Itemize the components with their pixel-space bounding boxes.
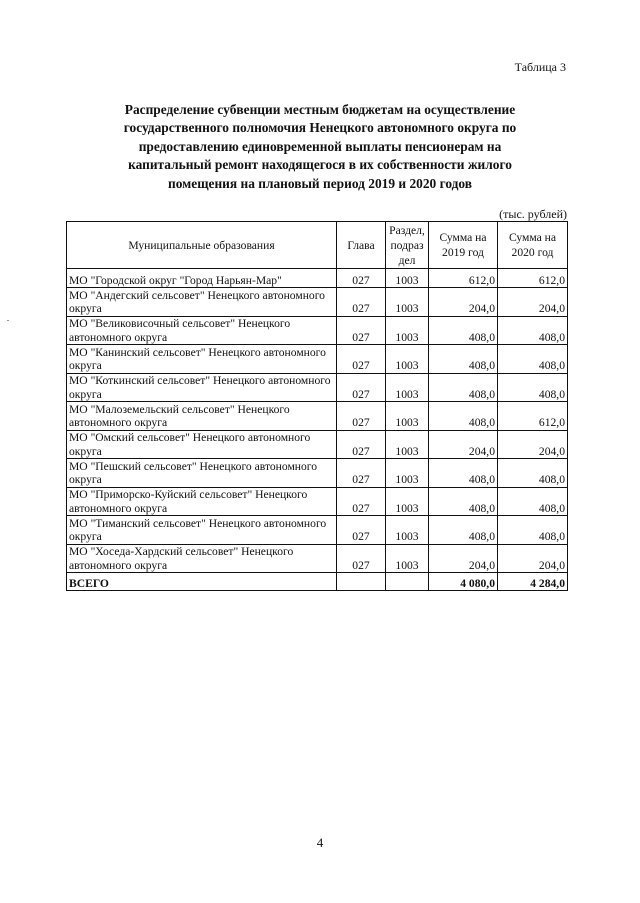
cell-sum-2019: 408,0 <box>429 373 498 402</box>
header-chapter: Глава <box>337 222 386 269</box>
header-sum-2019: Сумма на 2019 год <box>429 222 498 269</box>
table-row <box>67 316 568 345</box>
total-row <box>67 573 568 591</box>
scan-artifact <box>7 320 9 321</box>
total-section-empty <box>386 573 429 591</box>
table-row <box>67 459 568 488</box>
table-row <box>67 288 568 317</box>
table-row <box>67 430 568 459</box>
cell-municipality: МО "Великовисочный сельсовет" Ненецкого автономного округа <box>67 316 337 345</box>
cell-sum-2019: 408,0 <box>429 516 498 545</box>
cell-section: 1003 <box>386 459 429 488</box>
cell-sum-2020: 408,0 <box>498 345 568 374</box>
cell-sum-2020: 408,0 <box>498 373 568 402</box>
total-sum-2020: 4 284,0 <box>498 573 568 591</box>
cell-sum-2019: 204,0 <box>429 288 498 317</box>
total-sum-2019: 4 080,0 <box>429 573 498 591</box>
cell-sum-2019: 612,0 <box>429 269 498 288</box>
cell-sum-2019: 408,0 <box>429 345 498 374</box>
cell-section: 1003 <box>386 373 429 402</box>
cell-chapter: 027 <box>337 544 386 573</box>
table-header-row <box>67 222 568 269</box>
table-row <box>67 402 568 431</box>
cell-municipality: МО "Коткинский сельсовет" Ненецкого автономного округа <box>67 373 337 402</box>
cell-section: 1003 <box>386 269 429 288</box>
cell-sum-2020: 204,0 <box>498 430 568 459</box>
cell-section: 1003 <box>386 430 429 459</box>
cell-chapter: 027 <box>337 516 386 545</box>
cell-sum-2019: 408,0 <box>429 459 498 488</box>
cell-municipality: МО "Городской округ "Город Нарьян-Мар" <box>67 269 337 288</box>
cell-sum-2019: 204,0 <box>429 544 498 573</box>
cell-sum-2020: 408,0 <box>498 487 568 516</box>
cell-municipality: МО "Малоземельский сельсовет" Ненецкого автономного округа <box>67 402 337 431</box>
cell-chapter: 027 <box>337 487 386 516</box>
header-municipality: Муниципальные образования <box>67 222 337 269</box>
cell-chapter: 027 <box>337 459 386 488</box>
cell-chapter: 027 <box>337 373 386 402</box>
cell-municipality: МО "Тиманский сельсовет" Ненецкого автономного округа <box>67 516 337 545</box>
table-row <box>67 269 568 288</box>
cell-municipality: МО "Хоседа-Хардский сельсовет" Ненецкого автономного округа <box>67 544 337 573</box>
table-row <box>67 487 568 516</box>
cell-section: 1003 <box>386 487 429 516</box>
cell-sum-2019: 204,0 <box>429 430 498 459</box>
cell-sum-2020: 408,0 <box>498 459 568 488</box>
units-note: (тыс. рублей) <box>499 207 567 221</box>
subvention-table <box>66 221 568 591</box>
cell-section: 1003 <box>386 402 429 431</box>
header-sum-2020: Сумма на 2020 год <box>498 222 568 269</box>
cell-sum-2020: 408,0 <box>498 316 568 345</box>
cell-chapter: 027 <box>337 402 386 431</box>
cell-chapter: 027 <box>337 345 386 374</box>
cell-section: 1003 <box>386 316 429 345</box>
cell-sum-2020: 204,0 <box>498 544 568 573</box>
total-label: ВСЕГО <box>67 573 337 591</box>
document-title: Распределение субвенции местным бюджетам на осуществление государственного полномочия Ненецкого автономного округа по предоставлению единовременной выплаты пенсионерам на капитальный ремонт находящегося в их собственности жилого помещения на плановый период 2019 и 2020 годов <box>123 102 517 191</box>
cell-chapter: 027 <box>337 288 386 317</box>
cell-section: 1003 <box>386 288 429 317</box>
cell-sum-2019: 408,0 <box>429 487 498 516</box>
cell-sum-2019: 408,0 <box>429 402 498 431</box>
cell-sum-2019: 408,0 <box>429 316 498 345</box>
cell-municipality: МО "Омский сельсовет" Ненецкого автономного округа <box>67 430 337 459</box>
cell-municipality: МО "Пешский сельсовет" Ненецкого автономного округа <box>67 459 337 488</box>
table-number-label: Таблица 3 <box>514 60 566 74</box>
total-chapter-empty <box>337 573 386 591</box>
header-section: Раздел, подраз дел <box>386 222 429 269</box>
cell-sum-2020: 612,0 <box>498 402 568 431</box>
cell-section: 1003 <box>386 544 429 573</box>
cell-municipality: МО "Канинский сельсовет" Ненецкого автономного округа <box>67 345 337 374</box>
table-row <box>67 544 568 573</box>
cell-municipality: МО "Приморско-Куйский сельсовет" Ненецкого автономного округа <box>67 487 337 516</box>
cell-sum-2020: 408,0 <box>498 516 568 545</box>
cell-chapter: 027 <box>337 269 386 288</box>
table-row <box>67 373 568 402</box>
cell-chapter: 027 <box>337 430 386 459</box>
cell-sum-2020: 612,0 <box>498 269 568 288</box>
cell-sum-2020: 204,0 <box>498 288 568 317</box>
cell-section: 1003 <box>386 516 429 545</box>
page-number: 4 <box>316 835 324 850</box>
cell-chapter: 027 <box>337 316 386 345</box>
cell-municipality: МО "Андегский сельсовет" Ненецкого автономного округа <box>67 288 337 317</box>
cell-section: 1003 <box>386 345 429 374</box>
table-row <box>67 345 568 374</box>
table-row <box>67 516 568 545</box>
